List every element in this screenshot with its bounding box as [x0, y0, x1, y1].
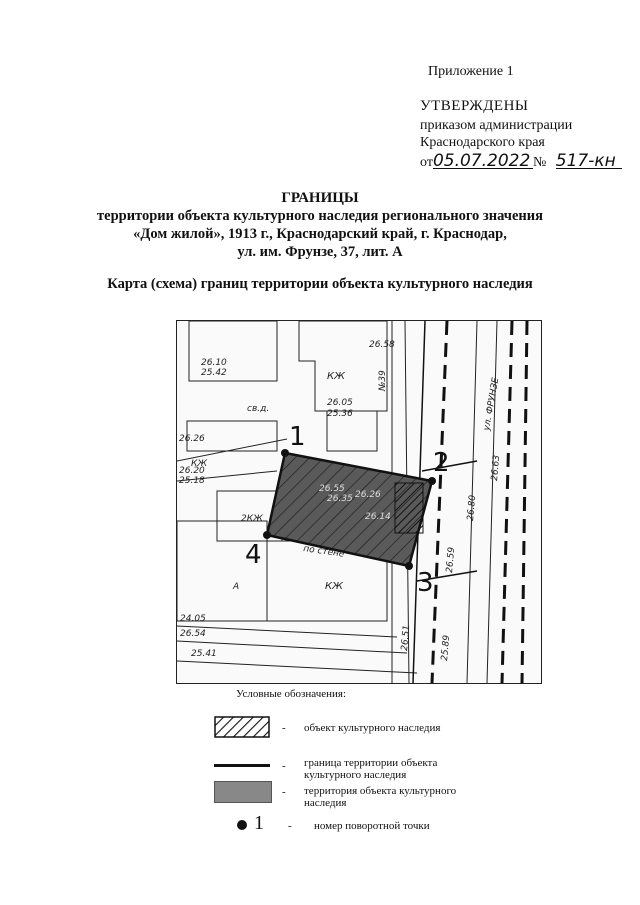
map-label: КЖ [191, 459, 208, 469]
legend-dash: - [282, 786, 286, 798]
boundary-point-1 [281, 449, 289, 457]
map-label: по стене [302, 544, 345, 560]
map-label: 26.35 [327, 494, 353, 504]
approved-heading: УТВЕРЖДЕНЫ [420, 98, 529, 114]
map-label: 26.26 [355, 490, 381, 500]
map-label: 26.59 [445, 546, 458, 574]
order-number: 517-кн [556, 154, 622, 169]
boundary-map [176, 320, 542, 684]
map-label: 26.05 [327, 398, 353, 408]
map-subtitle: Карта (схема) границ территории объекта культурного наследия [107, 276, 533, 292]
boundary-point-4 [263, 531, 271, 539]
map-label: 25.42 [201, 368, 227, 378]
date-prefix: от [420, 155, 433, 170]
map-label: №39 [378, 370, 388, 391]
order-line-1: приказом администрации [420, 118, 573, 133]
map-label: 24.05 [180, 614, 206, 624]
map-label: 25.89 [440, 634, 453, 662]
legend-point-number: 1 [254, 812, 264, 834]
map-label: 26.54 [180, 629, 206, 639]
map-label: А [233, 582, 240, 592]
legend-label-boundary-2: культурного наследия [304, 769, 407, 781]
map-label: 26.58 [369, 340, 395, 350]
map-drawing [177, 321, 541, 683]
title-line-3: ул. им. Фрунзе, 37, лит. А [237, 244, 403, 260]
map-label: 25.41 [191, 649, 217, 659]
map-label: 25.18 [179, 476, 205, 486]
legend-title: Условные обозначения: [236, 688, 347, 700]
map-label: КЖ [327, 371, 345, 382]
legend-hatch-swatch [214, 716, 270, 738]
legend-dash: - [288, 820, 292, 832]
map-label: 26.26 [179, 434, 205, 444]
legend-dash: - [282, 760, 286, 772]
map-label: 26.51 [400, 624, 413, 652]
map-label: 26.63 [490, 454, 503, 482]
map-label: 2КЖ [241, 514, 263, 524]
order-line-2: Краснодарского края [420, 135, 545, 150]
point-label-4: 4 [245, 540, 262, 570]
appendix-label: Приложение 1 [428, 64, 514, 79]
boundary-point-3 [405, 562, 413, 570]
map-label: 26.14 [365, 512, 391, 522]
point-label-3: 3 [417, 568, 434, 598]
map-label: 26.10 [201, 358, 227, 368]
map-label: 26.55 [319, 484, 345, 494]
legend-label-object: объект культурного наследия [304, 722, 441, 734]
title-line-2: «Дом жилой», 1913 г., Краснодарский край, г. Краснодар, [133, 226, 507, 242]
order-date-line [420, 151, 622, 171]
legend-label-territory-1: территория объекта культурного [304, 785, 457, 797]
street-label: ул. ФРУНЗЕ [482, 376, 502, 432]
map-label: св.д. [247, 404, 270, 414]
map-label: 26.20 [179, 466, 205, 476]
legend-territory-swatch [214, 781, 272, 803]
title-line-1: территории объекта культурного наследия регионального значения [97, 208, 543, 224]
map-label: 25.36 [327, 409, 353, 419]
legend-label-territory-2: наследия [304, 797, 347, 809]
legend-dash: - [282, 722, 286, 734]
point-label-2: 2 [433, 448, 450, 478]
number-prefix: № [532, 155, 547, 170]
map-label: 26.80 [466, 494, 479, 522]
legend-label-point: номер поворотной точки [314, 820, 430, 832]
document-heading: ГРАНИЦЫ [281, 190, 359, 206]
legend-boundary-line [214, 764, 270, 767]
legend-label-boundary-1: граница территории объекта [304, 757, 438, 769]
legend-point-dot [237, 820, 247, 830]
map-label: КЖ [325, 581, 343, 592]
point-label-1: 1 [289, 422, 306, 452]
order-date: 05.07.2022 [433, 154, 533, 169]
boundary-point-2 [428, 477, 436, 485]
